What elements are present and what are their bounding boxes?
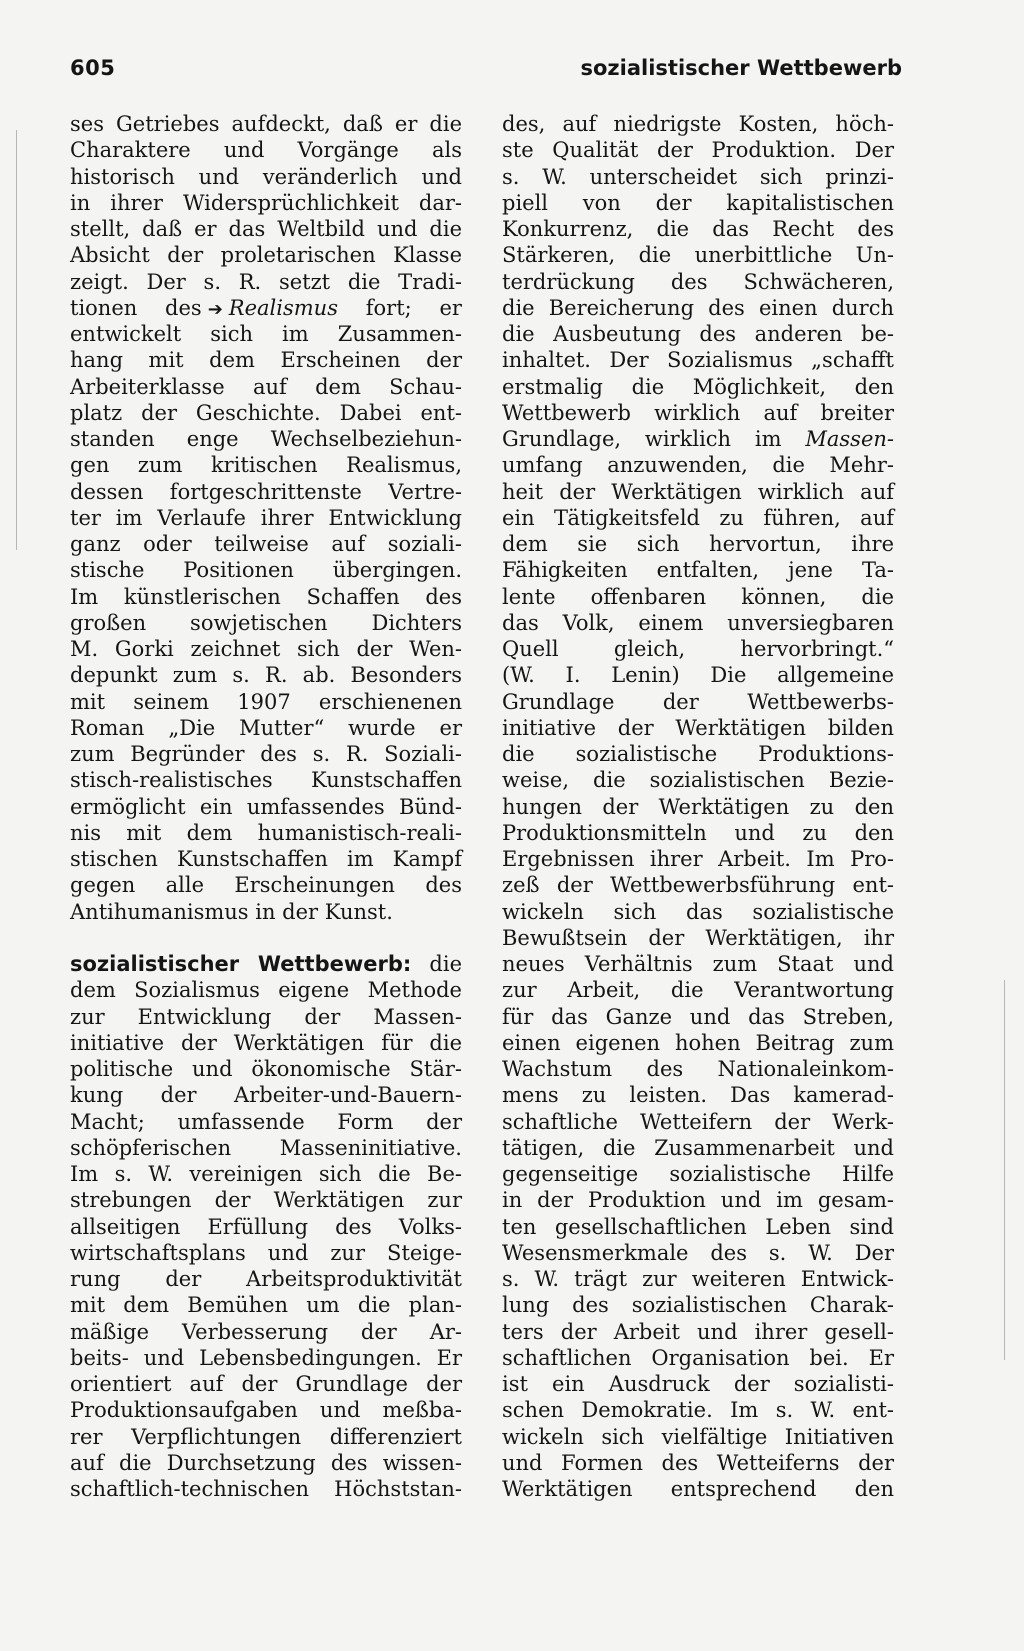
text-line: nis mit dem humanistisch-reali- [70,820,462,845]
page-header [70,56,902,86]
text-line: ein Tätigkeitsfeld zu führen, auf [502,505,894,530]
text-line: schaftlichen Organisation bei. Er [502,1345,894,1370]
text-line: Wettbewerb wirklich auf breiter [502,400,894,425]
text-line: großen sowjetischen Dichters [70,610,462,635]
text-line: und Formen des Wetteiferns der [502,1450,894,1475]
text-line: Absicht der proletarischen Klasse [70,243,462,268]
text-line: umfang anzuwenden, die Mehr- [502,453,894,478]
text-line: dessen fortgeschrittenste Vertre- [70,479,462,504]
text-line: Quell gleich, hervorbringt.“ [502,637,894,661]
text-line: beits- und Lebensbedingungen. Er [70,1345,462,1370]
text-line: einen eigenen hohen Beitrag zum [502,1030,894,1055]
scan-artifact-line [16,130,17,550]
entry-term: sozialistischer Wettbewerb: [70,952,412,976]
text-line: zur Entwicklung der Massen- [70,1004,462,1029]
scan-artifact-line [1004,980,1005,1360]
text-line: zeigt. Der s. R. setzt die Tradi- [70,269,462,294]
text-line: Konkurrenz, die das Recht des [502,217,894,241]
text-line: dem Sozialismus eigene Methode [70,978,462,1003]
text-line: tionen des ➔ Realismus fort; er [70,295,462,320]
text-line: allseitigen Erfüllung des Volks- [70,1214,462,1239]
text-line: Stärkeren, die unerbittliche Un- [502,243,894,268]
text-line: die sozialistische Produktions- [502,742,894,766]
text-line: dem sie sich hervortun, ihre [502,532,894,556]
text-line: mit seinem 1907 erschienenen [70,689,462,714]
text-line: in ihrer Widersprüchlichkeit dar- [70,190,462,215]
text-line: Ergebnissen ihrer Arbeit. Im Pro- [502,847,894,871]
text-line: Grundlage, wirklich im Massen- [502,427,894,451]
text-line: zum Begründer des s. R. Soziali- [70,742,462,766]
text-line: kung der Arbeiter-und-Bauern- [70,1083,462,1108]
text-line: gen zum kritischen Realismus, [70,453,462,478]
text-line: historisch und veränderlich und [70,164,462,189]
text-line: die Ausbeutung des anderen be- [502,322,894,346]
text-line: stellt, daß er das Weltbild und die [70,217,462,241]
text-line: schaftliche Wetteifern der Werk- [502,1109,894,1134]
text-line: in der Produktion und im gesam- [502,1188,894,1213]
text-line: ses Getriebes aufdeckt, daß er die [70,112,462,136]
text-line: die Bereicherung des einen durch [502,295,894,320]
text-line: lung des sozialistischen Charak- [502,1293,894,1318]
text-line: hungen der Werktätigen zu den [502,794,894,819]
text-line: Wachstum des Nationaleinkom- [502,1057,894,1081]
text-line: wirtschaftsplans und zur Steige- [70,1240,462,1265]
text-line: schaftlich-technischen Höchststan- [70,1477,462,1501]
text-line: terdrückung des Schwächeren, [502,269,894,294]
text-line-last: Antihumanismus in der Kunst. [70,899,393,924]
text-line: schen Demokratie. Im s. W. ent- [502,1398,894,1423]
text-line: Bewußtsein der Werktätigen, ihr [502,925,894,950]
text-line: Roman „Die Mutter“ wurde er [70,715,462,740]
text-line: lente offenbaren können, die [502,584,894,609]
text-line: Wesensmerkmale des s. W. Der [502,1240,894,1265]
text-line: rung der Arbeitsproduktivität [70,1267,462,1291]
text-line: ist ein Ausdruck der sozialisti- [502,1372,894,1396]
text-line: heit der Werktätigen wirklich auf [502,479,894,504]
cross-reference-realismus: Realismus [228,295,338,320]
text-line: ermöglicht ein umfassendes Bünd- [70,794,462,819]
text-line: platz der Geschichte. Dabei ent- [70,400,462,425]
running-head: sozialistischer Wettbewerb [580,56,902,80]
text-line: das Volk, einem unversiegbaren [502,610,894,635]
text-line: Im s. W. vereinigen sich die Be- [70,1162,462,1186]
text-line: zur Arbeit, die Verantwortung [502,978,894,1003]
text-line: Werktätigen entsprechend den [502,1477,894,1501]
paragraph-wettbewerb-cont-part2 [502,452,894,1502]
text-line: politische und ökonomische Stär- [70,1057,462,1081]
text-line: weise, die sozialistischen Bezie- [502,768,894,793]
text-line: Arbeiterklasse auf dem Schau- [70,374,462,399]
text-line: Produktionsmitteln und zu den [502,820,894,845]
text-line: zeß der Wettbewerbsführung ent- [502,873,894,898]
text-line: strebungen der Werktätigen zur [70,1188,462,1213]
text-line: schöpferischen Masseninitiative. [70,1135,462,1160]
text-line: Im künstlerischen Schaffen des [70,584,462,609]
text-line: s. W. unterscheidet sich prinzi- [502,164,894,189]
page-number: 605 [70,56,116,80]
paragraph-wettbewerb [70,977,462,1502]
text-line: mens zu leisten. Das kamerad- [502,1083,894,1108]
text-line: wickeln sich vielfältige Initiativen [502,1424,894,1449]
text-line: initiative der Werktätigen für die [70,1030,462,1055]
text-line: tätigen, die Zusammenarbeit und [502,1135,894,1160]
text-line: auf die Durchsetzung des wissen- [70,1450,462,1475]
text-line: Produktionsaufgaben und meßba- [70,1398,462,1423]
text-line: piell von der kapitalistischen [502,190,894,215]
text-line: stisch-realistisches Kunstschaffen [70,768,462,793]
text-line: mäßige Verbesserung der Ar- [70,1319,462,1344]
emphasis-massen: Massen- [805,427,894,451]
right-text-column [502,111,894,1502]
paragraph-wettbewerb-cont-part1 [502,111,894,426]
text-line: stische Positionen übergingen. [70,558,462,583]
text-line: depunkt zum s. R. ab. Besonders [70,663,462,688]
paragraph-realismus-part1 [70,111,462,295]
text-line: neues Verhältnis zum Staat und [502,952,894,976]
text-line: ters der Arbeit und ihrer gesell- [502,1319,894,1344]
text-line: rer Verpflichtungen differenziert [70,1424,462,1449]
text-line: initiative der Werktätigen bilden [502,715,894,740]
entry-heading-line: sozialistischer Wettbewerb: die [70,952,462,976]
text-line: s. W. trägt zur weiteren Entwick- [502,1267,894,1291]
text-line: erstmalig die Möglichkeit, den [502,374,894,399]
text-line: Fähigkeiten entfalten, jene Ta- [502,558,894,583]
text-line: mit dem Bemühen um die plan- [70,1293,462,1318]
text-line: entwickelt sich im Zusammen- [70,322,462,346]
left-text-column [70,111,462,1502]
text-line: Macht; umfassende Form der [70,1109,462,1134]
paragraph-realismus-part2 [70,321,462,899]
text-line: ste Qualität der Produktion. Der [502,138,894,163]
text-line: ganz oder teilweise auf soziali- [70,532,462,556]
text-line: für das Ganze und das Streben, [502,1004,894,1029]
text-line: M. Gorki zeichnet sich der Wen- [70,637,462,661]
text-line: ten gesellschaftlichen Leben sind [502,1214,894,1239]
text-line: wickeln sich das sozialistische [502,899,894,924]
text-line: des, auf niedrigste Kosten, höch- [502,112,894,136]
arrow-right-icon: ➔ [207,298,223,320]
text-line: stischen Kunstschaffen im Kampf [70,847,462,871]
text-line: (W. I. Lenin) Die allgemeine [502,663,894,688]
text-line: Charaktere und Vorgänge als [70,138,462,163]
paragraph-gap [70,925,462,951]
text-line: gegenseitige sozialistische Hilfe [502,1162,894,1186]
text-line: standen enge Wechselbeziehun- [70,427,462,451]
text-line: gegen alle Erscheinungen des [70,873,462,898]
text-line: hang mit dem Erscheinen der [70,348,462,373]
text-line: orientiert auf der Grundlage der [70,1372,462,1396]
text-line: inhaltet. Der Sozialismus „schafft [502,348,894,373]
text-line: Grundlage der Wettbewerbs- [502,689,894,714]
text-line: ter im Verlaufe ihrer Entwicklung [70,505,462,530]
